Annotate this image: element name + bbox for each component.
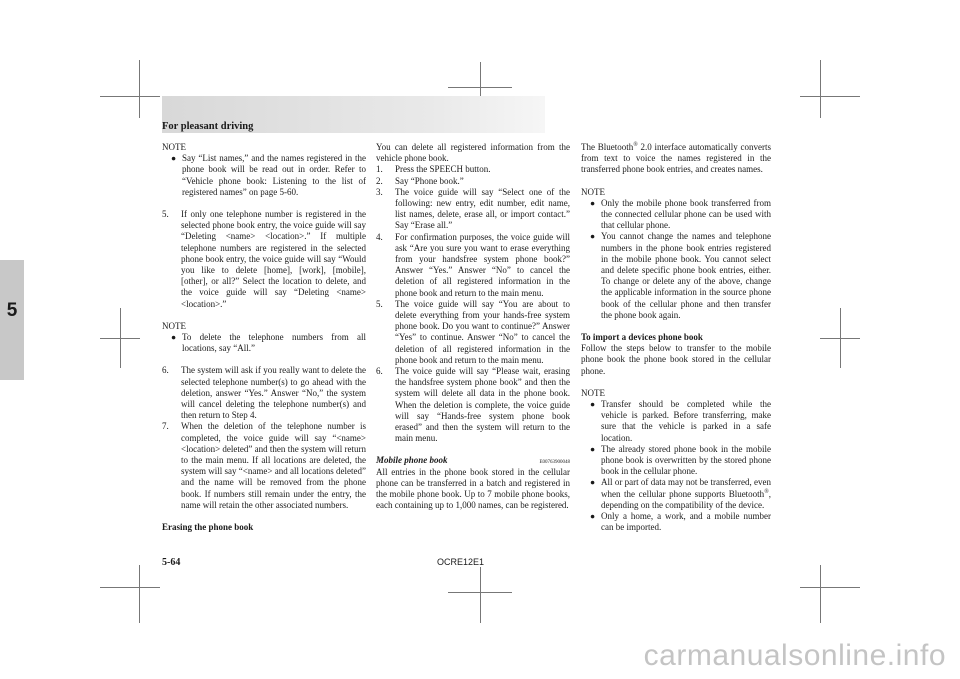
crop-mark xyxy=(100,338,140,339)
step-item xyxy=(376,164,570,175)
crop-mark xyxy=(139,60,140,118)
crop-mark xyxy=(820,60,821,118)
step-number: 6. xyxy=(376,366,383,377)
step-item xyxy=(162,421,366,511)
note-bullet: ● You cannot change the names and telephone numbers in the phone book entries registered in the mobile phone book. You cannot select and delete specific phone book entries, either. To change or delete any of the above, change the applicable information in the source phone book of the cellular phone and then transfer the phone book again. xyxy=(581,231,771,321)
section-code: E00763900048 xyxy=(539,460,570,466)
document-code: OCRE12E1 xyxy=(437,557,485,567)
note-heading: NOTE xyxy=(581,387,605,398)
crop-mark xyxy=(480,567,481,623)
bullet-text: All or part of data may not be transferred, even when the cellular phone supports Bluetooth xyxy=(601,477,771,499)
step-item xyxy=(376,187,570,232)
intro-text: The Bluetooth xyxy=(581,142,634,152)
step-text: The voice guide will say “Please wait, erasing the handsfree system phone book” and then the system will delete all data in the phone book. When the deletion is complete, the voice guide will say “Hands-free system phone book erased” and then the system will return to the main menu. xyxy=(395,366,570,444)
step-item xyxy=(376,366,570,444)
step-item xyxy=(376,299,570,366)
section-title: Mobile phone book xyxy=(376,455,448,466)
section-tab-number: 5 xyxy=(6,300,18,321)
section-paragraph: All entries in the phone book stored in the cellular phone can be transferred in a batch and registered in the mobile phone book. Up to 7 mobile phone books, each containing up to 1,000 names, can be registered. xyxy=(376,466,570,511)
crop-mark xyxy=(139,565,140,623)
step-number: 5. xyxy=(376,298,383,309)
note-heading: NOTE xyxy=(162,320,186,331)
section-subheading: Erasing the phone book xyxy=(162,522,254,533)
section-subheading: To import a devices phone book xyxy=(581,332,703,343)
registered-mark: ® xyxy=(764,488,769,495)
step-text: The voice guide will say “You are about to delete everything from your hands-free system phone book. Do you want to continue?” Answer “Yes” to continue. Answer “No” to cancel the deletion of all registered information in the phone book and return to the main menu. xyxy=(395,298,570,365)
step-number: 2. xyxy=(376,175,383,186)
step-number: 5. xyxy=(162,209,169,220)
intro-paragraph xyxy=(581,142,771,176)
crop-mark xyxy=(800,587,860,588)
note-bullet-list xyxy=(581,399,771,477)
step-item xyxy=(376,232,570,299)
step-text: Press the SPEECH button. xyxy=(395,164,491,175)
step-item xyxy=(162,209,366,310)
registered-mark: ® xyxy=(633,142,638,148)
step-item xyxy=(376,176,570,187)
step-text: When the deletion of the telephone number is completed, the voice guide will say “<name> <location> deleted” and then the system will return to the main menu. If all locations are deleted, the system will say “<name> and all locations deleted” and the name will be removed from the phone book. If numbers still remain under the entry, the name will retain the other associated numbers. xyxy=(181,421,366,510)
step-text: For confirmation purposes, the voice guide will ask “Are you sure you want to erase everything from your handsfree system phone book?” Answer “Yes.” Answer “No” to cancel the deletion of all registered information in the phone book and return to the main menu. xyxy=(395,231,570,298)
watermark: carmanualsonline.info xyxy=(643,639,946,672)
step-item xyxy=(162,365,366,421)
intro-text: 2.0 interface automatically converts from text to voice the names registered in the transferred phone book entries, and creates names. xyxy=(581,142,771,175)
step-text: The voice guide will say “Select one of the following: new entry, edit number, edit name, list names, delete, erase all, or import contact.” Say “Erase all.” xyxy=(395,186,570,231)
note-bullet-list xyxy=(581,198,771,321)
note-heading: NOTE xyxy=(581,186,605,197)
column-middle xyxy=(376,142,570,512)
step-text: The system will ask if you really want to delete the selected telephone number(s) to go ahead with the deletion, answer “Yes.” Answer “No,” the system will cancel deleting the telephone number(s) and then return to Step 4. xyxy=(181,365,366,421)
note-bullet: ● Only the mobile phone book transferred from the connected cellular phone can be used with that cellular phone. xyxy=(581,198,771,232)
crop-mark xyxy=(820,565,821,623)
column-left xyxy=(162,142,366,533)
crop-mark xyxy=(448,592,512,593)
step-text: If only one telephone number is registered in the selected phone book entry, the voice guide will say “Deleting <name> <location>.” If multiple telephone numbers are registered in the selected phone book entry, the voice guide will say “Would you like to delete [home], [work], [mobile], [other], or all?” Select the location to delete, and the voice guide will say “Deleting <name> <location>.” xyxy=(181,209,366,309)
page-header-title: For pleasant driving xyxy=(162,121,254,132)
page-number: 5-64 xyxy=(162,557,181,568)
section-paragraph: Follow the steps below to transfer to the mobile phone book the phone book stored in the cellular phone. xyxy=(581,343,771,376)
section-heading xyxy=(376,455,570,466)
crop-mark xyxy=(100,96,160,97)
note-bullet: ● To delete the telephone numbers from all locations, say “All.” xyxy=(162,332,366,354)
step-number: 4. xyxy=(376,231,383,242)
step-number: 3. xyxy=(376,186,383,197)
note-bullet: ● Transfer should be completed while the vehicle is parked. Before transferring, make sure that the vehicle is parked in a safe location. xyxy=(581,399,771,444)
step-list xyxy=(376,164,570,444)
step-number: 7. xyxy=(162,421,169,432)
step-number: 6. xyxy=(162,365,169,376)
intro-paragraph: You can delete all registered information from the vehicle phone book. xyxy=(376,142,570,164)
step-number: 1. xyxy=(376,164,383,175)
column-right xyxy=(581,142,771,534)
crop-mark xyxy=(800,96,860,97)
note-bullet: ● Say “List names,” and the names registered in the phone book will be read out in order. Refer to “Vehicle phone book: Listening to the list of registered names” on page 5-60. xyxy=(162,153,366,198)
crop-mark xyxy=(448,87,512,88)
crop-mark xyxy=(100,587,160,588)
crop-mark xyxy=(820,338,860,339)
note-bullet xyxy=(581,477,771,511)
step-text: Say “Phone book.” xyxy=(395,175,464,186)
note-heading: NOTE xyxy=(162,142,186,152)
note-bullet: ● Only a home, a work, and a mobile number can be imported. xyxy=(581,511,771,533)
note-bullet: ● The already stored phone book in the mobile phone book is overwritten by the stored phone book in the cellular phone. xyxy=(581,444,771,478)
bullet-text: , depending on the compatibility of the device. xyxy=(601,488,771,510)
